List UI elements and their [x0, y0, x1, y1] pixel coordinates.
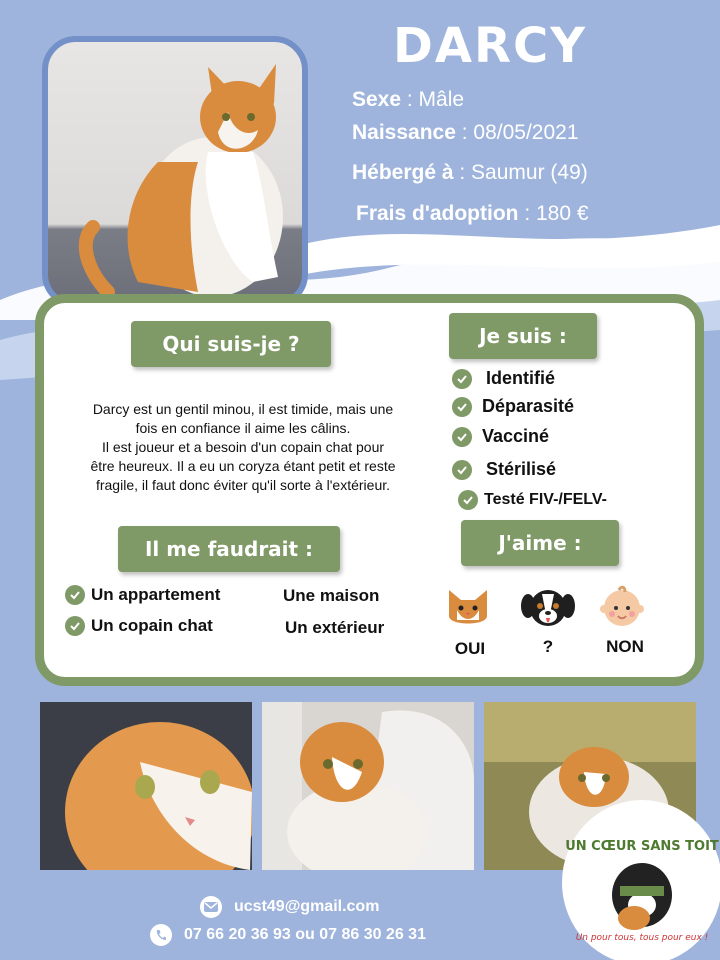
status-item: Stérilisé: [452, 459, 556, 480]
info-fee: Frais d'adoption : 180 €: [356, 202, 589, 225]
info-sex: Sexe : Mâle: [352, 88, 465, 111]
phone-icon: [150, 924, 172, 946]
who-heading: Qui suis-je ?: [131, 321, 331, 367]
contact-phone[interactable]: 07 66 20 36 93 ou 07 86 30 26 31: [150, 924, 426, 946]
cat-emoji-icon: [443, 586, 493, 630]
need-item: Un copain chat: [65, 616, 213, 636]
like-heading: J'aime :: [461, 520, 619, 566]
svg-text:UN CŒUR SANS TOIT: UN CŒUR SANS TOIT: [565, 839, 719, 854]
svg-text:Un pour tous, tous pour eux !: Un pour tous, tous pour eux !: [575, 933, 709, 943]
baby-emoji-icon: [599, 584, 645, 630]
check-icon: [65, 585, 85, 605]
info-location: Hébergé à : Saumur (49): [352, 161, 588, 184]
main-cat-photo: [42, 36, 308, 308]
like-answer-dog: ?: [542, 637, 554, 656]
dog-emoji-icon: [520, 584, 576, 630]
like-answer-baby: NON: [606, 637, 644, 656]
info-birth: Naissance : 08/05/2021: [352, 121, 579, 144]
check-icon: [458, 490, 478, 510]
need-item: Un appartement: [65, 585, 220, 605]
contact-email[interactable]: ucst49@gmail.com: [200, 896, 379, 918]
check-icon: [452, 369, 472, 389]
iam-heading: Je suis :: [449, 313, 597, 359]
status-item: Testé FIV-/FELV-: [458, 490, 607, 510]
association-logo: [562, 800, 720, 960]
mail-icon: [200, 896, 222, 918]
need-item-unchecked: Un extérieur: [285, 618, 385, 637]
cat-photo-1: [40, 702, 252, 870]
status-item: Identifié: [452, 368, 555, 389]
info-id: Identification : 250269608991634: [352, 238, 676, 261]
check-icon: [452, 427, 472, 447]
status-item: Vacciné: [452, 426, 549, 447]
need-item-unchecked: Une maison: [283, 586, 380, 605]
cat-name-title: DARCY: [393, 18, 587, 74]
association-logo-image: [562, 800, 720, 960]
check-icon: [65, 616, 85, 636]
check-icon: [452, 397, 472, 417]
check-icon: [452, 460, 472, 480]
like-answer-cat: OUI: [454, 639, 486, 658]
cat-photo-2: [262, 702, 474, 870]
status-item: Déparasité: [452, 396, 574, 417]
description: Darcy est un gentil minou, il est timide, mais une fois en confiance il aime les câlins. Il est joueur et a besoin d'un copain chat pour être heureux. Il a eu un coryza étant petit et reste fragile, il faut donc éviter qu'il sorte à l'extérieur.: [90, 401, 396, 493]
need-heading: Il me faudrait :: [118, 526, 340, 572]
